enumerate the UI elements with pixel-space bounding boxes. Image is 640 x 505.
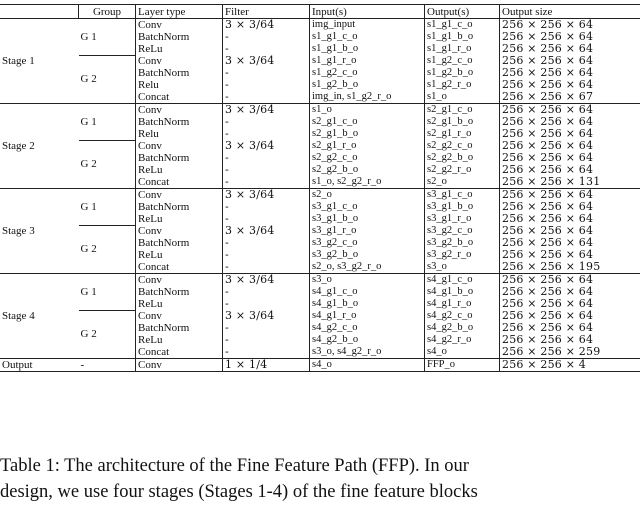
output-cell: s4_g2_b_o	[425, 322, 500, 334]
table-header-row	[0, 5, 640, 19]
header-inputs: Input(s)	[310, 5, 425, 19]
output-cell: s1_g2_r_o	[425, 79, 500, 91]
filter-cell: -	[223, 31, 310, 43]
filter-cell: -	[223, 116, 310, 128]
filter-cell: -	[223, 79, 310, 91]
filter-cell: 3 × 3/64	[223, 274, 310, 287]
stage-label: Stage 2	[0, 104, 79, 189]
output-size-cell: 256 × 256 × 64	[500, 104, 640, 117]
output-cell: s4_g1_b_o	[425, 286, 500, 298]
output-size-cell: 256 × 256 × 64	[500, 164, 640, 176]
table-row	[0, 359, 640, 372]
output-size-cell: 256 × 256 × 64	[500, 31, 640, 43]
stage-label: Stage 1	[0, 19, 79, 104]
output-cell: s2_g2_b_o	[425, 152, 500, 164]
header-layer-type: Layer type	[136, 5, 223, 19]
input-cell: s1_g1_c_o	[310, 31, 425, 43]
output-cell: s3_g2_c_o	[425, 225, 500, 237]
output-size-cell: 256 × 256 × 64	[500, 213, 640, 225]
layer-type-cell: BatchNorm	[136, 322, 223, 334]
layer-type-cell: ReLu	[136, 334, 223, 346]
layer-type-cell: Conv	[136, 19, 223, 32]
output-size-cell: 256 × 256 × 259	[500, 346, 640, 359]
output-cell: s1_g2_c_o	[425, 55, 500, 67]
stage-label: Stage 4	[0, 274, 79, 359]
filter-cell: -	[223, 237, 310, 249]
architecture-table-container	[0, 4, 640, 372]
output-cell: s3_g1_b_o	[425, 201, 500, 213]
output-size-cell: 256 × 256 × 64	[500, 334, 640, 346]
output-cell: s2_o	[425, 176, 500, 189]
group-label: G 1	[79, 274, 136, 311]
output-size-cell: 256 × 256 × 64	[500, 152, 640, 164]
caption-line-1: Table 1: The architecture of the Fine Feature Path (FFP). In our	[0, 453, 640, 479]
output-cell: s1_g1_c_o	[425, 19, 500, 32]
input-cell: s2_g1_c_o	[310, 116, 425, 128]
layer-type-cell: ReLu	[136, 164, 223, 176]
filter-cell: -	[223, 346, 310, 359]
group-label: G 2	[79, 55, 136, 104]
layer-type-cell: ReLu	[136, 213, 223, 225]
filter-cell: -	[223, 322, 310, 334]
header-group: Group	[79, 5, 136, 19]
input-cell: s2_g2_c_o	[310, 152, 425, 164]
output-cell: s2_g1_b_o	[425, 116, 500, 128]
layer-type-cell: BatchNorm	[136, 67, 223, 79]
input-cell: s1_g2_b_o	[310, 79, 425, 91]
header-outputs: Output(s)	[425, 5, 500, 19]
input-cell: s3_g1_c_o	[310, 201, 425, 213]
filter-cell: 1 × 1/4	[223, 359, 310, 372]
layer-type-cell: Relu	[136, 79, 223, 91]
layer-type-cell: BatchNorm	[136, 237, 223, 249]
output-size-cell: 256 × 256 × 64	[500, 140, 640, 152]
filter-cell: -	[223, 213, 310, 225]
layer-type-cell: Conv	[136, 225, 223, 237]
input-cell: img_input	[310, 19, 425, 32]
output-cell: s3_g2_b_o	[425, 237, 500, 249]
layer-type-cell: Relu	[136, 128, 223, 140]
layer-type-cell: ReLu	[136, 298, 223, 310]
input-cell: s3_g1_b_o	[310, 213, 425, 225]
layer-type-cell: Conv	[136, 359, 223, 372]
group-label: G 2	[79, 310, 136, 359]
group-label: G 2	[79, 140, 136, 189]
input-cell: img_in, s1_g2_r_o	[310, 91, 425, 104]
output-cell: s2_g2_c_o	[425, 140, 500, 152]
filter-cell: -	[223, 249, 310, 261]
output-cell: s4_g1_c_o	[425, 274, 500, 287]
output-size-cell: 256 × 256 × 64	[500, 201, 640, 213]
input-cell: s3_o	[310, 274, 425, 287]
output-size-cell: 256 × 256 × 64	[500, 274, 640, 287]
filter-cell: -	[223, 334, 310, 346]
architecture-table	[0, 4, 640, 372]
output-size-cell: 256 × 256 × 64	[500, 298, 640, 310]
output-cell: s2_g1_c_o	[425, 104, 500, 117]
output-cell: s1_g1_r_o	[425, 43, 500, 55]
layer-type-cell: Concat	[136, 261, 223, 274]
layer-type-cell: Conv	[136, 140, 223, 152]
filter-cell: -	[223, 152, 310, 164]
layer-type-cell: Conv	[136, 274, 223, 287]
filter-cell: -	[223, 164, 310, 176]
output-size-cell: 256 × 256 × 67	[500, 91, 640, 104]
output-cell: s4_o	[425, 346, 500, 359]
output-size-cell: 256 × 256 × 64	[500, 55, 640, 67]
input-cell: s1_o	[310, 104, 425, 117]
layer-type-cell: BatchNorm	[136, 152, 223, 164]
output-size-cell: 256 × 256 × 64	[500, 225, 640, 237]
input-cell: s2_o	[310, 189, 425, 202]
filter-cell: 3 × 3/64	[223, 310, 310, 322]
caption-line-2: design, we use four stages (Stages 1-4) of the fine feature blocks	[0, 479, 640, 505]
input-cell: s4_o	[310, 359, 425, 372]
filter-cell: -	[223, 67, 310, 79]
layer-type-cell: BatchNorm	[136, 116, 223, 128]
input-cell: s2_g2_b_o	[310, 164, 425, 176]
layer-type-cell: Conv	[136, 104, 223, 117]
group-label: G 2	[79, 225, 136, 274]
input-cell: s4_g1_r_o	[310, 310, 425, 322]
table-caption	[0, 453, 640, 505]
group-label: G 1	[79, 19, 136, 56]
output-size-cell: 256 × 256 × 64	[500, 43, 640, 55]
filter-cell: 3 × 3/64	[223, 225, 310, 237]
group-label: -	[79, 359, 136, 372]
filter-cell: 3 × 3/64	[223, 189, 310, 202]
output-size-cell: 256 × 256 × 4	[500, 359, 640, 372]
output-cell: s3_g2_r_o	[425, 249, 500, 261]
filter-cell: -	[223, 286, 310, 298]
input-cell: s1_g1_r_o	[310, 55, 425, 67]
output-size-cell: 256 × 256 × 64	[500, 189, 640, 202]
output-cell: s1_g2_b_o	[425, 67, 500, 79]
input-cell: s3_o, s4_g2_r_o	[310, 346, 425, 359]
output-size-cell: 256 × 256 × 64	[500, 116, 640, 128]
output-size-cell: 256 × 256 × 195	[500, 261, 640, 274]
filter-cell: -	[223, 91, 310, 104]
input-cell: s2_g1_r_o	[310, 140, 425, 152]
output-cell: s3_o	[425, 261, 500, 274]
output-size-cell: 256 × 256 × 64	[500, 249, 640, 261]
layer-type-cell: Conv	[136, 310, 223, 322]
layer-type-cell: BatchNorm	[136, 31, 223, 43]
input-cell: s1_g1_b_o	[310, 43, 425, 55]
output-size-cell: 256 × 256 × 64	[500, 67, 640, 79]
output-cell: s2_g2_r_o	[425, 164, 500, 176]
table-body	[0, 19, 640, 372]
filter-cell: -	[223, 261, 310, 274]
layer-type-cell: ReLu	[136, 249, 223, 261]
header-filter: Filter	[223, 5, 310, 19]
input-cell: s1_g2_c_o	[310, 67, 425, 79]
filter-cell: -	[223, 201, 310, 213]
input-cell: s1_o, s2_g2_r_o	[310, 176, 425, 189]
output-cell: s1_g1_b_o	[425, 31, 500, 43]
output-cell: s3_g1_r_o	[425, 213, 500, 225]
input-cell: s3_g1_r_o	[310, 225, 425, 237]
input-cell: s4_g2_c_o	[310, 322, 425, 334]
filter-cell: 3 × 3/64	[223, 140, 310, 152]
stage-label: Output	[0, 359, 79, 372]
layer-type-cell: Conv	[136, 55, 223, 67]
input-cell: s2_o, s3_g2_r_o	[310, 261, 425, 274]
filter-cell: -	[223, 43, 310, 55]
layer-type-cell: ReLu	[136, 43, 223, 55]
filter-cell: 3 × 3/64	[223, 55, 310, 67]
input-cell: s4_g1_c_o	[310, 286, 425, 298]
input-cell: s4_g1_b_o	[310, 298, 425, 310]
output-size-cell: 256 × 256 × 64	[500, 237, 640, 249]
input-cell: s4_g2_b_o	[310, 334, 425, 346]
layer-type-cell: BatchNorm	[136, 286, 223, 298]
output-size-cell: 256 × 256 × 64	[500, 286, 640, 298]
input-cell: s3_g2_c_o	[310, 237, 425, 249]
input-cell: s3_g2_b_o	[310, 249, 425, 261]
stage-label: Stage 3	[0, 189, 79, 274]
output-size-cell: 256 × 256 × 64	[500, 128, 640, 140]
layer-type-cell: BatchNorm	[136, 201, 223, 213]
output-cell: s4_g2_r_o	[425, 334, 500, 346]
output-cell: FFP_o	[425, 359, 500, 372]
filter-cell: -	[223, 128, 310, 140]
output-cell: s3_g1_c_o	[425, 189, 500, 202]
header-output-size: Output size	[500, 5, 640, 19]
group-label: G 1	[79, 189, 136, 226]
output-cell: s4_g1_r_o	[425, 298, 500, 310]
input-cell: s2_g1_b_o	[310, 128, 425, 140]
output-cell: s4_g2_c_o	[425, 310, 500, 322]
filter-cell: -	[223, 298, 310, 310]
filter-cell: -	[223, 176, 310, 189]
layer-type-cell: Conv	[136, 189, 223, 202]
filter-cell: 3 × 3/64	[223, 19, 310, 32]
group-label: G 1	[79, 104, 136, 141]
filter-cell: 3 × 3/64	[223, 104, 310, 117]
layer-type-cell: Concat	[136, 346, 223, 359]
output-size-cell: 256 × 256 × 131	[500, 176, 640, 189]
header-stage	[0, 5, 79, 19]
layer-type-cell: Concat	[136, 176, 223, 189]
output-size-cell: 256 × 256 × 64	[500, 310, 640, 322]
layer-type-cell: Concat	[136, 91, 223, 104]
output-cell: s1_o	[425, 91, 500, 104]
output-cell: s2_g1_r_o	[425, 128, 500, 140]
output-size-cell: 256 × 256 × 64	[500, 19, 640, 32]
output-size-cell: 256 × 256 × 64	[500, 322, 640, 334]
output-size-cell: 256 × 256 × 64	[500, 79, 640, 91]
